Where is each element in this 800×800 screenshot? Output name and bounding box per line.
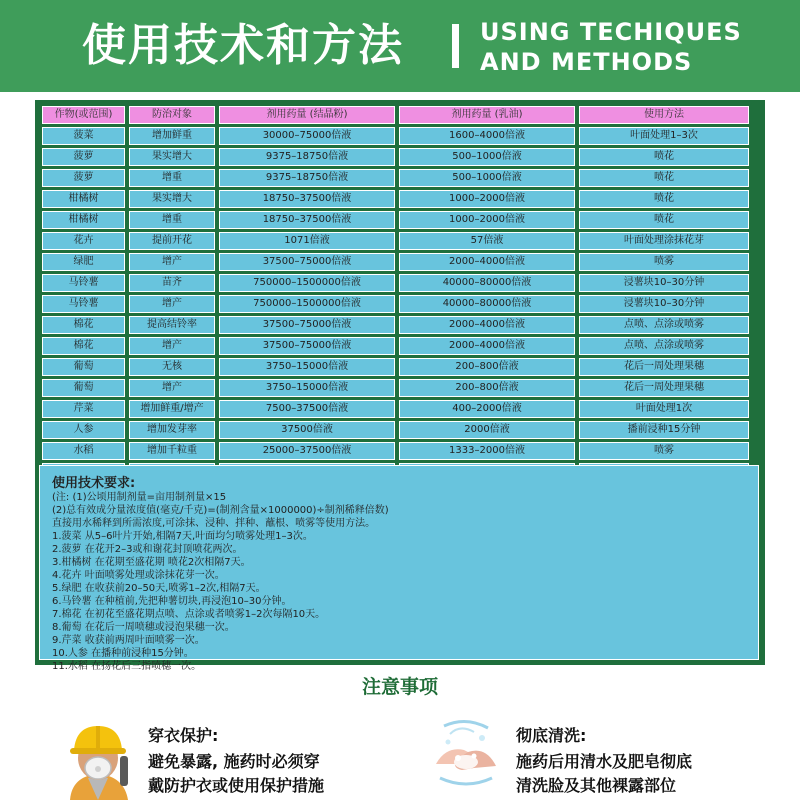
cell-method: 播前浸种15分钟 [579,421,749,439]
cell-method: 叶面处理涂抹花芽 [579,232,749,250]
washing-line-2: 清洗脸及其他裸露部位 [516,776,677,795]
requirement-line: 3.柑橘树 在花期至盛花期 喷花2次相隔7天。 [52,557,251,568]
requirement-line: 11.水稻 在扬花后三指喷穗一次。 [52,661,202,672]
cell-crop: 马铃薯 [42,295,125,313]
cell-crop: 马铃薯 [42,274,125,292]
cell-target: 增产 [129,295,215,313]
table-row [42,421,749,439]
requirement-line: 9.芹菜 收获前两周叶面喷雾一次。 [52,635,205,646]
cell-crop: 柑橘树 [42,211,125,229]
cell-crop: 菠菜 [42,127,125,145]
cell-dose-emulsion: 200–800倍液 [399,358,575,376]
cell-dose-powder: 7500–37500倍液 [219,400,395,418]
cell-target: 增产 [129,337,215,355]
cell-dose-powder: 37500–75000倍液 [219,253,395,271]
cell-dose-powder: 25000–37500倍液 [219,442,395,460]
cell-crop: 菠萝 [42,169,125,187]
cell-target: 增加发芽率 [129,421,215,439]
hand-washing-icon [430,716,502,792]
subtitle-line-1: USING TECHIQUES [480,18,742,46]
cell-target: 提前开花 [129,232,215,250]
cell-dose-emulsion: 40000–80000倍液 [399,274,575,292]
usage-table-body [42,106,749,481]
cell-crop: 芹菜 [42,400,125,418]
page-subtitle [480,17,742,77]
cell-dose-powder: 3750–15000倍液 [219,358,395,376]
cell-dose-emulsion: 1333–2000倍液 [399,442,575,460]
table-row [42,211,749,229]
requirement-line: 4.花卉 叶面喷雾处理或涂抹花芽一次。 [52,570,225,581]
subtitle-line-2: AND METHODS [480,48,693,76]
table-row [42,400,749,418]
requirement-line: 直接用水稀释到所需浓度,可涂抹、浸种、拌种、蘸根、喷雾等使用方法。 [52,518,376,529]
cell-dose-powder: 3750–15000倍液 [219,379,395,397]
table-row [42,295,749,313]
cell-method: 叶面处理1次 [579,400,749,418]
washing-title: 彻底清洗: [516,726,587,745]
cell-dose-emulsion: 2000倍液 [399,421,575,439]
cell-target: 果实增大 [129,190,215,208]
cell-dose-powder: 1071倍液 [219,232,395,250]
cell-method: 花后一周处理果穗 [579,379,749,397]
cell-method: 喷花 [579,190,749,208]
cell-target: 增加鲜重/增产 [129,400,215,418]
column-header-target: 防治对象 [129,106,215,124]
cell-method: 点喷、点涂或喷雾 [579,316,749,334]
requirements-title: 使用技术要求: [52,476,136,491]
cell-dose-emulsion: 57倍液 [399,232,575,250]
cell-method: 浸薯块10–30分钟 [579,274,749,292]
requirement-line: 5.绿肥 在收获前20–50天,喷雾1–2次,相隔7天。 [52,583,266,594]
usage-table [38,103,753,484]
requirement-line: 2.菠萝 在花开2–3或和谢花封顶喷花两次。 [52,544,243,555]
cell-method: 喷雾 [579,253,749,271]
table-row [42,190,749,208]
cell-method: 喷花 [579,169,749,187]
table-row [42,232,749,250]
table-row [42,442,749,460]
requirement-line: 10.人参 在播种前浸种15分钟。 [52,648,194,659]
cell-dose-emulsion: 2000–4000倍液 [399,253,575,271]
cell-crop: 水稻 [42,442,125,460]
cell-target: 增加千粒重 [129,442,215,460]
column-header-method: 使用方法 [579,106,749,124]
cell-target: 苗齐 [129,274,215,292]
cell-dose-emulsion: 200–800倍液 [399,379,575,397]
requirement-line: (2)总有效成分量浓度值(毫克/千克)=(制剂含量×1000000)÷制剂稀释倍数) [52,505,389,516]
requirement-line: (注: (1)公顷用制剂量=亩用制剂量×15 [52,492,227,503]
table-header-row [42,106,749,124]
cell-target: 增加鲜重 [129,127,215,145]
cell-crop: 绿肥 [42,253,125,271]
cell-target: 提高结铃率 [129,316,215,334]
cell-dose-emulsion: 40000–80000倍液 [399,295,575,313]
cell-crop: 葡萄 [42,358,125,376]
cell-method: 叶面处理1–3次 [579,127,749,145]
cell-method: 喷雾 [579,442,749,460]
requirements-box [39,465,759,672]
column-header-dose-powder: 剂用药量 (结晶粉) [219,106,395,124]
cell-crop: 柑橘树 [42,190,125,208]
protection-line-1: 避免暴露, 施药时必须穿 [148,752,320,771]
cell-dose-powder: 9375–18750倍液 [219,169,395,187]
page-title: 使用技术和方法 [82,20,404,71]
table-row [42,169,749,187]
cell-crop: 棉花 [42,337,125,355]
requirement-line: 6.马铃薯 在种植前,先把种薯切块,再浸泡10–30分钟。 [52,596,292,607]
requirement-line: 8.葡萄 在花后一周喷穗或浸泡果穗一次。 [52,622,235,633]
cell-dose-powder: 750000–1500000倍液 [219,274,395,292]
table-row [42,127,749,145]
cell-crop: 葡萄 [42,379,125,397]
requirement-line: 1.菠菜 从5–6叶片开始,相隔7天,叶面均匀喷雾处理1–3次。 [52,531,313,542]
cell-crop: 棉花 [42,316,125,334]
cell-dose-emulsion: 2000–4000倍液 [399,337,575,355]
cell-dose-emulsion: 500–1000倍液 [399,169,575,187]
protective-worker-icon [58,716,138,800]
cell-method: 喷花 [579,148,749,166]
table-row [42,358,749,376]
table-row [42,316,749,334]
table-row [42,379,749,397]
cell-dose-emulsion: 1000–2000倍液 [399,211,575,229]
cell-target: 果实增大 [129,148,215,166]
column-header-dose-emulsion: 剂用药量 (乳油) [399,106,575,124]
table-row [42,253,749,271]
cell-dose-powder: 37500–75000倍液 [219,316,395,334]
cell-target: 增重 [129,211,215,229]
cell-target: 增重 [129,169,215,187]
cell-dose-emulsion: 400–2000倍液 [399,400,575,418]
cell-dose-emulsion: 1600–4000倍液 [399,127,575,145]
cell-method: 点喷、点涂或喷雾 [579,337,749,355]
cell-target: 增产 [129,253,215,271]
cell-method: 浸薯块10–30分钟 [579,295,749,313]
cell-dose-powder: 18750–37500倍液 [219,190,395,208]
cell-target: 无核 [129,358,215,376]
protection-line-2: 戴防护衣或使用保护措施 [148,776,325,795]
cell-method: 喷花 [579,211,749,229]
cell-dose-powder: 750000–1500000倍液 [219,295,395,313]
cell-target: 增产 [129,379,215,397]
cell-dose-emulsion: 2000–4000倍液 [399,316,575,334]
cell-dose-emulsion: 500–1000倍液 [399,148,575,166]
cell-dose-powder: 18750–37500倍液 [219,211,395,229]
title-divider [452,24,459,68]
cell-dose-powder: 30000–75000倍液 [219,127,395,145]
table-row [42,337,749,355]
cell-crop: 花卉 [42,232,125,250]
washing-line-1: 施药后用清水及肥皂彻底 [516,752,693,771]
cell-crop: 菠萝 [42,148,125,166]
table-row [42,274,749,292]
cell-dose-powder: 9375–18750倍液 [219,148,395,166]
requirement-line: 7.棉花 在初花至盛花期点喷、点涂或者喷雾1–2次每隔10天。 [52,609,326,620]
notice-title: 注意事项 [361,676,438,698]
header-banner [0,0,800,92]
protection-title: 穿衣保护: [148,726,219,745]
cell-crop: 人参 [42,421,125,439]
table-row [42,148,749,166]
cell-method: 花后一周处理果穗 [579,358,749,376]
cell-dose-powder: 37500–75000倍液 [219,337,395,355]
cell-dose-powder: 37500倍液 [219,421,395,439]
cell-dose-emulsion: 1000–2000倍液 [399,190,575,208]
column-header-crop: 作物(或范围) [42,106,125,124]
usage-panel [35,100,765,672]
